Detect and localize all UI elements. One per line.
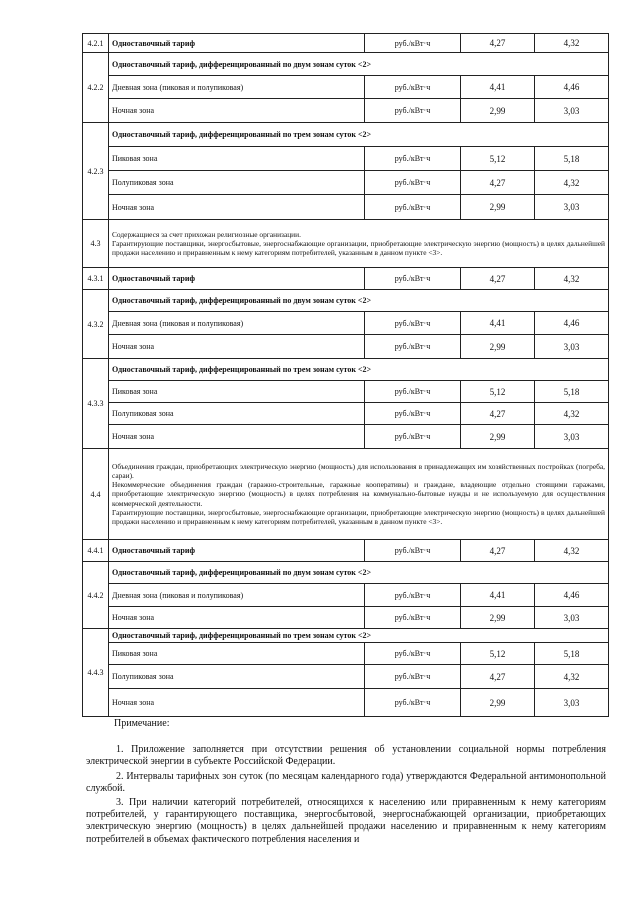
zone-label: Ночная зона	[109, 689, 365, 717]
tariff-header: Одноставочный тариф, дифференцированный по трем зонам суток <2>	[109, 629, 609, 643]
table-row	[83, 449, 609, 540]
tariff-header: Одноставочный тариф, дифференцированный по двум зонам суток <2>	[109, 290, 609, 312]
unit-cell: руб./кВт·ч	[365, 99, 461, 123]
table-row	[83, 290, 609, 312]
unit-cell: руб./кВт·ч	[365, 540, 461, 562]
value-h1: 4,41	[461, 76, 535, 99]
row-number: 4.4	[83, 449, 109, 540]
notes-title: Примечание:	[114, 718, 170, 729]
row-number: 4.4.2	[83, 562, 109, 629]
row-number: 4.3.1	[83, 268, 109, 290]
table-row	[83, 689, 609, 717]
zone-label: Полупиковая зона	[109, 403, 365, 425]
row-number: 4.2.2	[83, 53, 109, 123]
zone-label: Полупиковая зона	[109, 171, 365, 195]
table-row	[83, 381, 609, 403]
note-item: 3. При наличии категорий потребителей, относящихся к населению или приравненным к нему категориям потребителей, у гарантирующего поставщика, энергосбытовой, энергоснабжающей организации, приобретающих электрическую энергию (мощность) в целях дальнейшей продажи населению и приравненным к нему категориям потребителей в объемах фактического потребления населения и	[86, 796, 606, 845]
unit-cell: руб./кВт·ч	[365, 584, 461, 607]
value-h2: 4,32	[535, 540, 609, 562]
table-row	[83, 312, 609, 335]
table-row	[83, 584, 609, 607]
tariff-label: Одноставочный тариф	[109, 268, 365, 290]
value-h1: 2,99	[461, 607, 535, 629]
value-h1: 4,27	[461, 403, 535, 425]
zone-label: Пиковая зона	[109, 147, 365, 171]
zone-label: Ночная зона	[109, 335, 365, 359]
unit-cell: руб./кВт·ч	[365, 403, 461, 425]
table-row	[83, 607, 609, 629]
zone-label: Ночная зона	[109, 195, 365, 220]
unit-cell: руб./кВт·ч	[365, 643, 461, 665]
category-line: Содержащиеся за счет прихожан религиозные организации.	[112, 229, 301, 239]
zone-label: Пиковая зона	[109, 381, 365, 403]
table-row	[83, 335, 609, 359]
table-row	[83, 425, 609, 449]
row-number: 4.4.3	[83, 629, 109, 717]
row-number: 4.4.1	[83, 540, 109, 562]
row-number: 4.2.3	[83, 123, 109, 220]
value-h1: 2,99	[461, 195, 535, 220]
notes-section	[86, 718, 606, 846]
category-line: Некоммерческие объединения граждан (гаражно-строительные, гаражные кооперативы) и граждане, владеющие отдельно стоящими гаражами, приобретающие электрическую энергию (мощность) в целях потребления на коммунально-бытовые нужды и не используемую для осуществления коммерческой деятельности.	[112, 480, 605, 508]
category-line: Гарантирующие поставщики, энергосбытовые, энергоснабжающие организации, приобретающие электрическую энергию (мощность) в целях дальнейшей продажи населению и приравненным к нему категориям потребителей, указанным в данном пункте <3>.	[112, 507, 605, 526]
value-h2: 4,46	[535, 76, 609, 99]
value-h1: 4,27	[461, 171, 535, 195]
category-line: Гарантирующие поставщики, энергосбытовые, энергоснабжающие организации, приобретающие электрическую энергию (мощность) в целях дальнейшей продажи населению и приравненным к нему категориям потребителей, указанным в данном пункте <3>.	[112, 238, 605, 258]
unit-cell: руб./кВт·ч	[365, 335, 461, 359]
value-h2: 3,03	[535, 425, 609, 449]
unit-cell: руб./кВт·ч	[365, 147, 461, 171]
unit-cell: руб./кВт·ч	[365, 195, 461, 220]
value-h1: 5,12	[461, 147, 535, 171]
unit-cell: руб./кВт·ч	[365, 607, 461, 629]
zone-label: Дневная зона (пиковая и полупиковая)	[109, 312, 365, 335]
table-row	[83, 403, 609, 425]
table-row	[83, 123, 609, 147]
tariff-table	[82, 33, 609, 717]
table-row	[83, 540, 609, 562]
table-row	[83, 99, 609, 123]
value-h1: 2,99	[461, 689, 535, 717]
table-row	[83, 643, 609, 665]
row-number: 4.3	[83, 220, 109, 268]
value-h1: 4,27	[461, 268, 535, 290]
value-h2: 4,32	[535, 268, 609, 290]
value-h2: 4,46	[535, 584, 609, 607]
value-h2: 4,32	[535, 171, 609, 195]
category-description	[109, 449, 609, 540]
table-row	[83, 268, 609, 290]
table-row	[83, 195, 609, 220]
note-item: 2. Интервалы тарифных зон суток (по месяцам календарного года) утверждаются Федеральной антимонопольной службой.	[86, 770, 606, 794]
unit-cell: руб./кВт·ч	[365, 34, 461, 53]
tariff-header: Одноставочный тариф, дифференцированный по трем зонам суток <2>	[109, 359, 609, 381]
unit-cell: руб./кВт·ч	[365, 171, 461, 195]
table-row	[83, 53, 609, 76]
table-row	[83, 359, 609, 381]
value-h1: 2,99	[461, 99, 535, 123]
tariff-label: Одноставочный тариф	[109, 540, 365, 562]
value-h2: 5,18	[535, 147, 609, 171]
table-row	[83, 629, 609, 643]
value-h2: 5,18	[535, 381, 609, 403]
zone-label: Ночная зона	[109, 425, 365, 449]
value-h2: 3,03	[535, 195, 609, 220]
value-h1: 5,12	[461, 381, 535, 403]
tariff-header: Одноставочный тариф, дифференцированный по трем зонам суток <2>	[109, 123, 609, 147]
value-h1: 2,99	[461, 335, 535, 359]
category-line: Объединения граждан, приобретающих электрическую энергию (мощность) для использования в принадлежащих им хозяйственных постройках (погреба, сараи).	[112, 462, 605, 481]
value-h1: 4,41	[461, 312, 535, 335]
table-row	[83, 220, 609, 268]
zone-label: Ночная зона	[109, 99, 365, 123]
value-h2: 4,32	[535, 403, 609, 425]
table-row	[83, 147, 609, 171]
note-item: 1. Приложение заполняется при отсутствии решения об установлении социальной нормы потребления электрической энергии в субъекте Российской Федерации.	[86, 744, 606, 768]
zone-label: Полупиковая зона	[109, 665, 365, 689]
unit-cell: руб./кВт·ч	[365, 689, 461, 717]
category-description	[109, 220, 609, 268]
unit-cell: руб./кВт·ч	[365, 76, 461, 99]
value-h2: 4,32	[535, 34, 609, 53]
value-h1: 4,41	[461, 584, 535, 607]
zone-label: Дневная зона (пиковая и полупиковая)	[109, 584, 365, 607]
row-number: 4.3.2	[83, 290, 109, 359]
zone-label: Дневная зона (пиковая и полупиковая)	[109, 76, 365, 99]
row-number: 4.3.3	[83, 359, 109, 449]
value-h2: 4,32	[535, 665, 609, 689]
value-h2: 3,03	[535, 607, 609, 629]
value-h2: 3,03	[535, 335, 609, 359]
unit-cell: руб./кВт·ч	[365, 312, 461, 335]
unit-cell: руб./кВт·ч	[365, 425, 461, 449]
unit-cell: руб./кВт·ч	[365, 268, 461, 290]
tariff-header: Одноставочный тариф, дифференцированный по двум зонам суток <2>	[109, 562, 609, 584]
table-row	[83, 34, 609, 53]
tariff-header: Одноставочный тариф, дифференцированный по двум зонам суток <2>	[109, 53, 609, 76]
unit-cell: руб./кВт·ч	[365, 381, 461, 403]
value-h2: 3,03	[535, 99, 609, 123]
table-row	[83, 171, 609, 195]
row-number: 4.2.1	[83, 34, 109, 53]
table-row	[83, 665, 609, 689]
value-h2: 5,18	[535, 643, 609, 665]
value-h1: 4,27	[461, 665, 535, 689]
zone-label: Пиковая зона	[109, 643, 365, 665]
unit-cell: руб./кВт·ч	[365, 665, 461, 689]
value-h1: 4,27	[461, 34, 535, 53]
table-row	[83, 76, 609, 99]
value-h1: 2,99	[461, 425, 535, 449]
value-h2: 4,46	[535, 312, 609, 335]
table-row	[83, 562, 609, 584]
value-h1: 5,12	[461, 643, 535, 665]
tariff-label: Одноставочный тариф	[109, 34, 365, 53]
value-h1: 4,27	[461, 540, 535, 562]
value-h2: 3,03	[535, 689, 609, 717]
zone-label: Ночная зона	[109, 607, 365, 629]
